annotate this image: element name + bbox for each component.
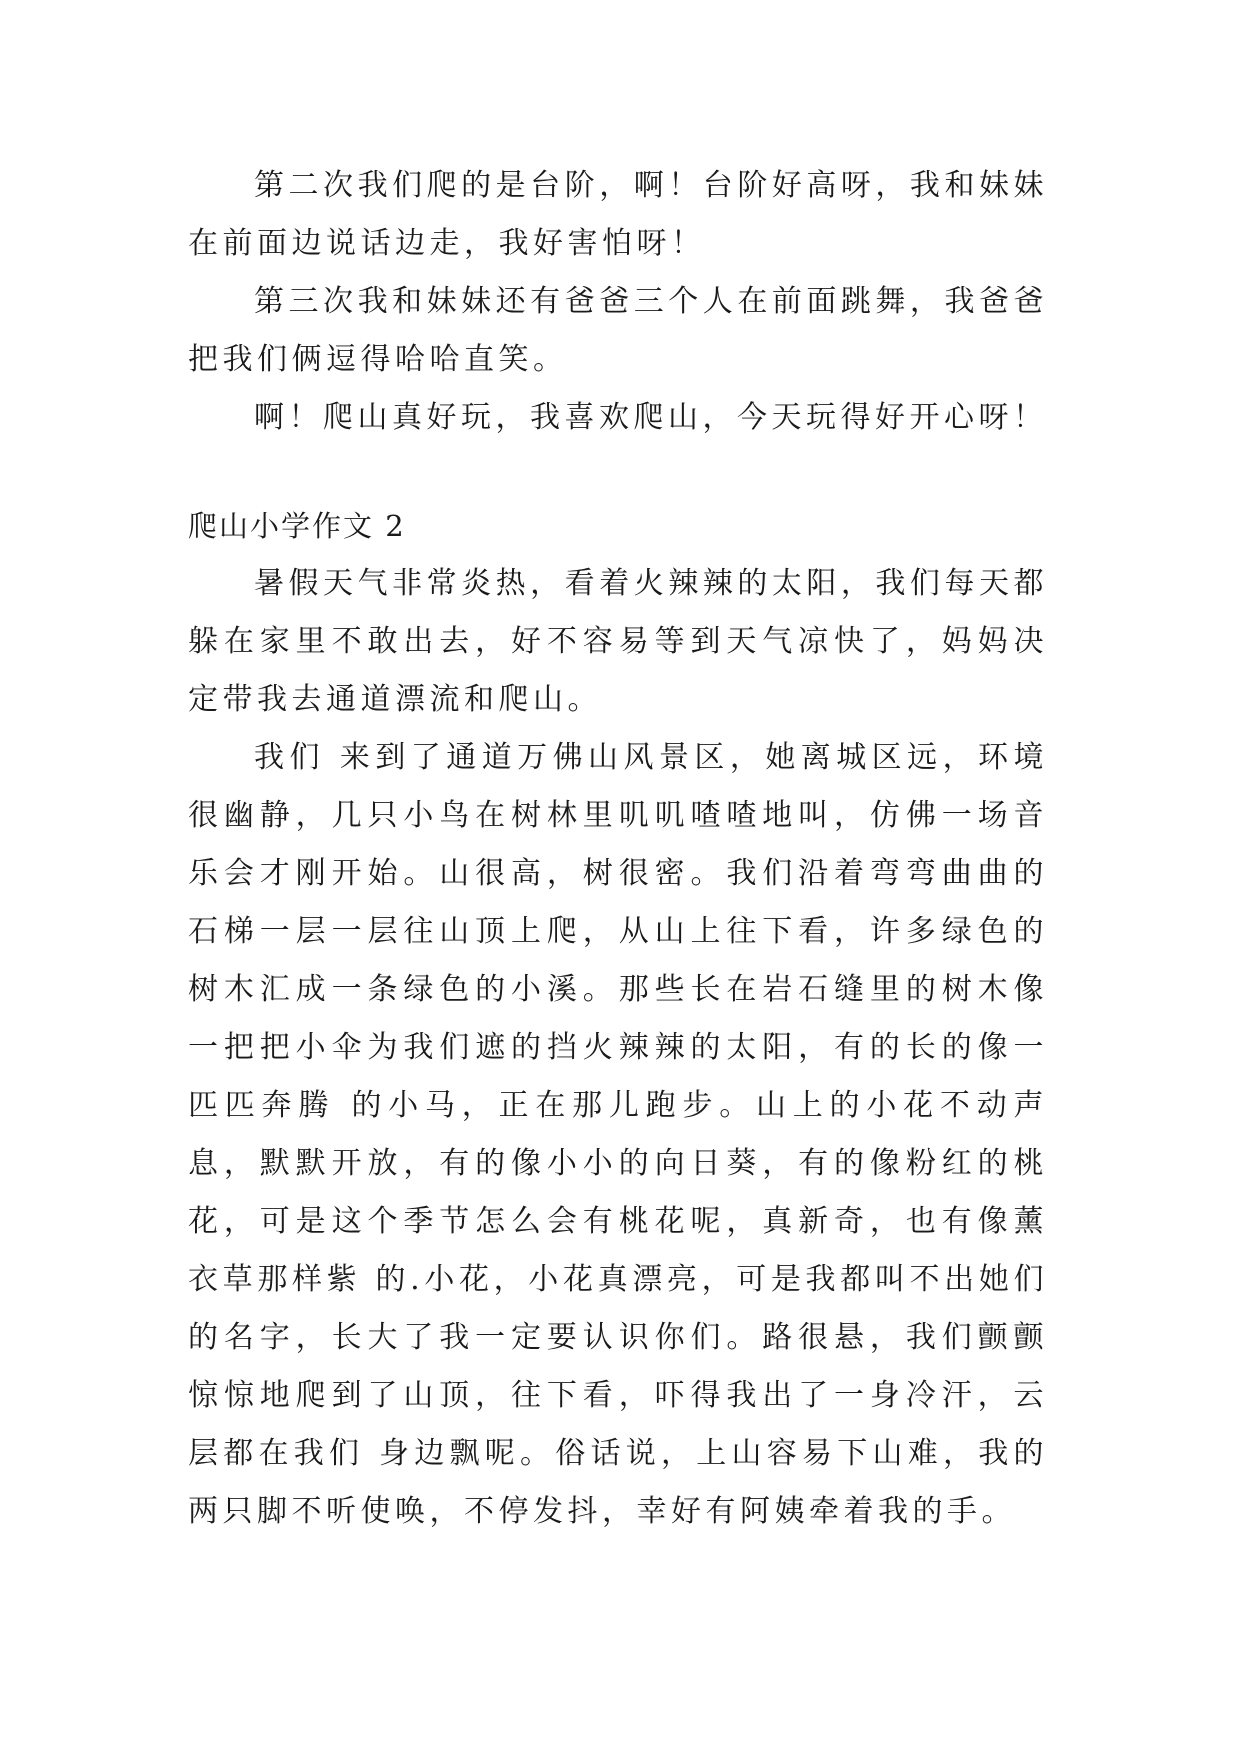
paragraph-climbing-steps: 第二次我们爬的是台阶，啊！台阶好高呀，我和妹妹在前面边说话边走，我好害怕呀！ xyxy=(188,168,1048,261)
paragraph-dancing: 第三次我和妹妹还有爸爸三个人在前面跳舞，我爸爸把我们俩逗得哈哈直笑。 xyxy=(188,284,1048,377)
paragraph-fun-conclusion: 啊！爬山真好玩，我喜欢爬山，今天玩得好开心呀！ xyxy=(254,400,1048,435)
paragraph-scenic-area: 我们 来到了通道万佛山风景区，她离城区远，环境很幽静，几只小鸟在树林里叽叽喳喳地叫，仿佛一场音乐会才刚开始。山很高，树很密。我们沿着弯弯曲曲的石梯一层一层往山顶上爬，从山上往下看，许多绿色的树木汇成一条绿色的小溪。那些长在岩石缝里的树木像一把把小伞为我们遮的挡火辣辣的太阳，有的长的像一匹匹奔腾 的小马，正在那儿跑步。山上的小花不动声息，默默开放，有的像小小的向日葵，有的像粉红的桃花，可是这个季节怎么会有桃花呢，真新奇，也有像薰衣草那样紫 的.小花，小花真漂亮，可是我都叫不出她们的名字，长大了我一定要认识你们。路很悬，我们颤颤惊惊地爬到了山顶，往下看，吓得我出了一身冷汗，云层都在我们 身边飘呢。俗话说，上山容易下山难，我的两只脚不听使唤，不停发抖，幸好有阿姨牵着我的手。 xyxy=(188,740,1048,1529)
section-title: 爬山小学作文 2 xyxy=(188,509,406,543)
document-body xyxy=(188,157,1048,1541)
paragraph-summer-heat: 暑假天气非常炎热，看着火辣辣的太阳，我们每天都躲在家里不敢出去，好不容易等到天气凉快了，妈妈决定带我去通道漂流和爬山。 xyxy=(188,566,1048,717)
